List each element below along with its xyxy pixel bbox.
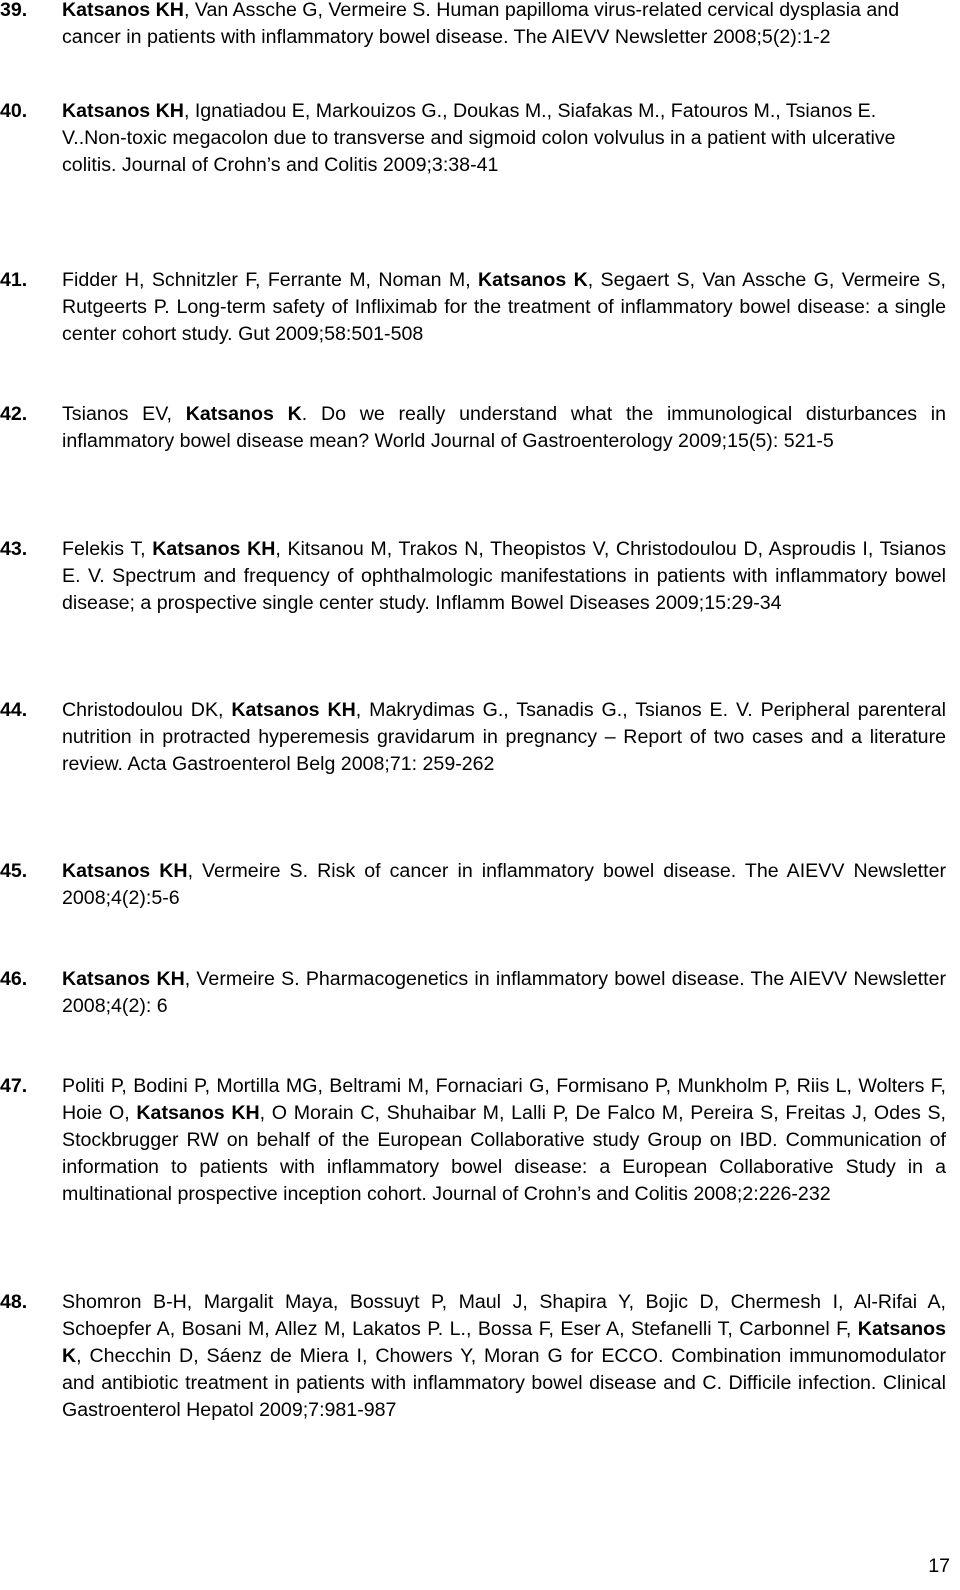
reference-author-highlight: Katsanos KH xyxy=(152,538,276,560)
reference-number: 39. xyxy=(0,0,28,21)
reference-citation: , Ignatiadou E, Markouizos G., Doukas M., Siafakas M., Fatouros M., Tsianos E. V..Non-toxic megacolon due to transverse and sigmoid colon volvulus in a patient with ulcerative colitis. Journal of Crohn’s and Colitis 2009;3:38-41 xyxy=(62,100,896,176)
reference-text xyxy=(62,0,946,51)
reference-text xyxy=(62,267,946,348)
reference-text xyxy=(62,401,946,455)
reference-author-highlight: Katsanos KH xyxy=(62,100,184,122)
reference-author-highlight: Katsanos KH xyxy=(62,0,184,21)
reference-44 xyxy=(0,697,946,778)
reference-number: 45. xyxy=(0,860,28,882)
reference-author-highlight: Katsanos KH xyxy=(136,1102,260,1124)
reference-39 xyxy=(0,0,946,51)
reference-coauthors: Politi P, Bodini P, Mortilla MG, Beltrami M, Fornaciari G, Formisano P, Munkholm P, Riis L, Wolters F, Hoie O, xyxy=(62,1075,946,1124)
reference-author-highlight: Katsanos KH xyxy=(62,968,185,990)
reference-citation: , Kitsanou M, Trakos N, Theopistos V, Christodoulou D, Asproudis I, Tsianos E. V. Spectrum and frequency of ophthalmologic manifestations in patients with inflammatory bowel disease; a prospective single center study. Inflamm Bowel Diseases 2009;15:29-34 xyxy=(62,538,947,614)
reference-citation: , Vermeire S. Risk of cancer in inflammatory bowel disease. The AIEVV Newsletter 2008;4(2):5-6 xyxy=(62,860,946,909)
reference-citation: , Vermeire S. Pharmacogenetics in inflammatory bowel disease. The AIEVV Newsletter 2008;4(2): 6 xyxy=(62,968,946,1017)
reference-47 xyxy=(0,1073,946,1208)
reference-author-highlight: Katsanos K xyxy=(62,1318,946,1367)
reference-author-highlight: Katsanos K xyxy=(478,269,588,291)
reference-42 xyxy=(0,401,946,455)
reference-author-highlight: Katsanos KH xyxy=(231,699,356,721)
reference-48 xyxy=(0,1289,946,1424)
reference-text xyxy=(62,1289,946,1424)
reference-coauthors: Christodoulou DK, xyxy=(62,699,232,721)
reference-text xyxy=(62,536,946,617)
reference-45 xyxy=(0,858,946,912)
reference-author-highlight: Katsanos KH xyxy=(62,860,188,882)
reference-number: 44. xyxy=(0,699,28,721)
page-number: 17 xyxy=(928,1555,950,1577)
reference-coauthors: Shomron B-H, Margalit Maya, Bossuyt P, Maul J, Shapira Y, Bojic D, Chermesh I, Al-Rifai A, Schoepfer A, Bosani M, Allez M, Lakatos P. L., Bossa F, Eser A, Stefanelli T, Carbonnel F, xyxy=(62,1291,946,1340)
reference-citation: , O Morain C, Shuhaibar M, Lalli P, De Falco M, Pereira S, Freitas J, Odes S, Stockbrugger RW on behalf of the European Collaborative study Group on IBD. Communication of information to patients with inflammatory bowel disease: a European Collaborative Study in a multinational prospective inception cohort. Journal of Crohn’s and Colitis 2008;2:226-232 xyxy=(62,1102,946,1205)
reference-43 xyxy=(0,536,946,617)
reference-text xyxy=(62,1073,946,1208)
reference-coauthors: Tsianos EV, xyxy=(62,403,186,425)
reference-number: 43. xyxy=(0,538,28,560)
reference-citation: . Do we really understand what the immunological disturbances in inflammatory bowel disease mean? World Journal of Gastroenterology 2009;15(5): 521-5 xyxy=(62,403,947,452)
reference-citation: , Checchin D, Sáenz de Miera I, Chowers Y, Moran G for ECCO. Combination immunomodulator and antibiotic treatment in patients with inflammatory bowel disease and C. Difficile infection. Clinical Gastroenterol Hepatol 2009;7:981-987 xyxy=(62,1345,946,1421)
reference-number: 48. xyxy=(0,1291,28,1313)
reference-number: 42. xyxy=(0,403,28,425)
reference-author-highlight: Katsanos K xyxy=(185,403,302,425)
reference-41 xyxy=(0,267,946,348)
reference-text xyxy=(62,697,946,778)
reference-coauthors: Felekis T, xyxy=(62,538,153,560)
reference-text xyxy=(62,858,946,912)
reference-number: 40. xyxy=(0,100,28,122)
reference-text xyxy=(62,98,946,179)
reference-citation: , Makrydimas G., Tsanadis G., Tsianos E. V. Peripheral parenteral nutrition in protracted hyperemesis gravidarum in pregnancy – Report of two cases and a literature review. Acta Gastroenterol Belg 2008;71: 259-262 xyxy=(62,699,947,775)
reference-coauthors: Fidder H, Schnitzler F, Ferrante M, Noman M, xyxy=(62,269,479,291)
reference-40 xyxy=(0,98,946,179)
reference-citation: , Van Assche G, Vermeire S. Human papilloma virus-related cervical dysplasia and cancer in patients with inflammatory bowel disease. The AIEVV Newsletter 2008;5(2):1-2 xyxy=(62,0,900,48)
reference-number: 46. xyxy=(0,968,28,990)
reference-number: 41. xyxy=(0,269,28,291)
reference-text xyxy=(62,966,946,1020)
reference-citation: , Segaert S, Van Assche G, Vermeire S, Rutgeerts P. Long-term safety of Infliximab for the treatment of inflammatory bowel disease: a single center cohort study. Gut 2009;58:501-508 xyxy=(62,269,947,345)
reference-46 xyxy=(0,966,946,1020)
reference-number: 47. xyxy=(0,1075,28,1097)
